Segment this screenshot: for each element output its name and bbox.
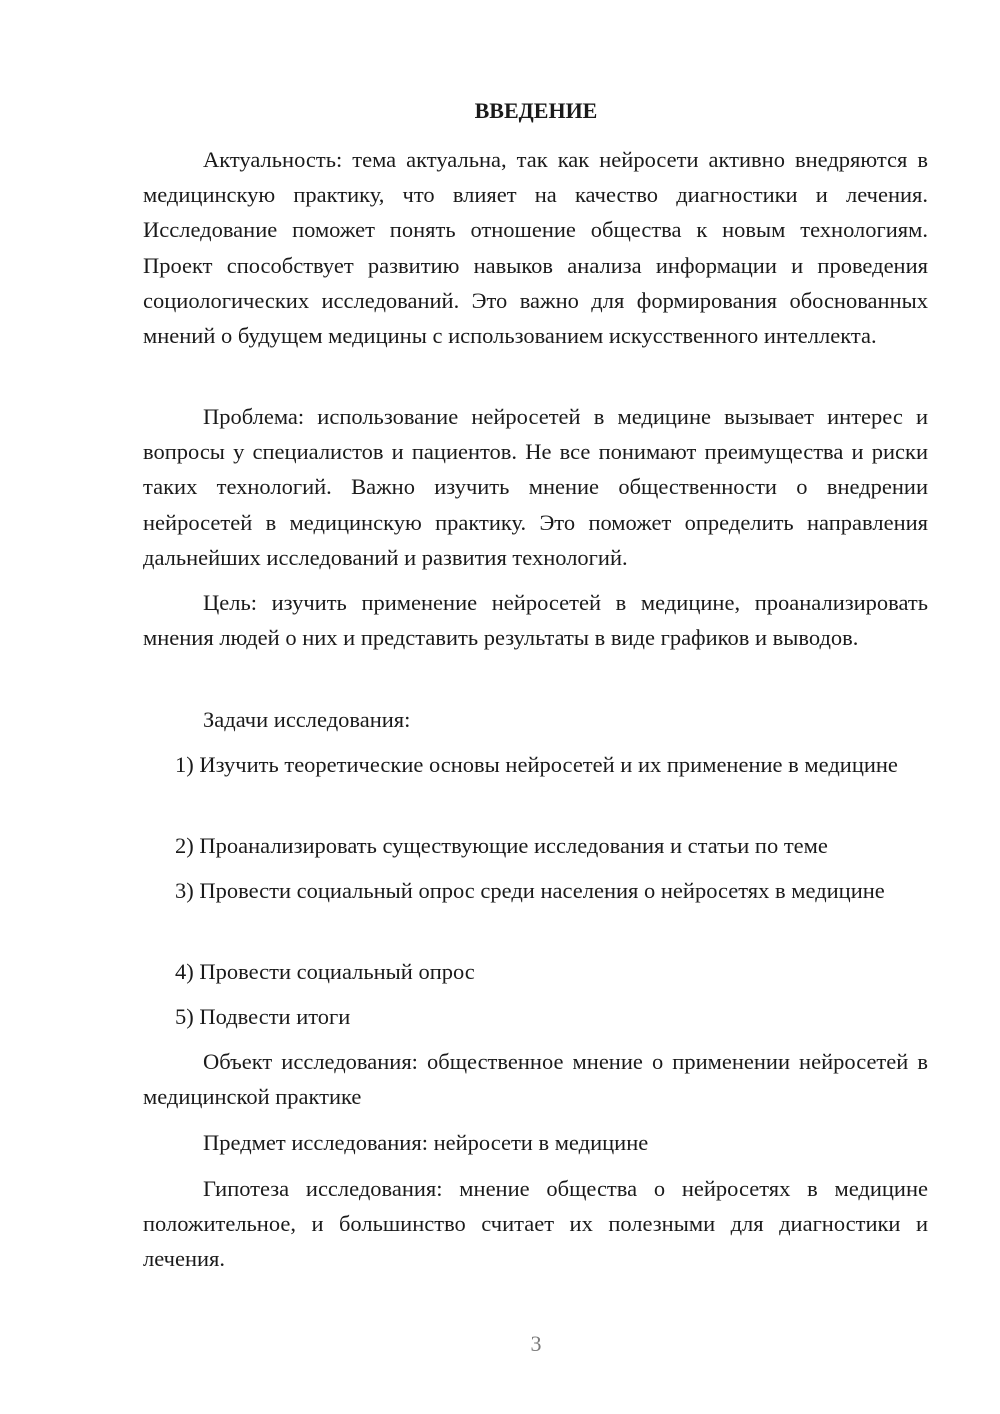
subject-paragraph: Предмет исследования: нейросети в медицине	[203, 1130, 649, 1155]
task-item-5: 5) Подвести итоги	[175, 1004, 351, 1029]
hypothesis-paragraph: Гипотеза исследования: мнение общества о нейросетях в медицине положительное, и большинство считает их полезными для диагностики и лечения.	[143, 1176, 928, 1272]
relevance-paragraph: Актуальность: тема актуальна, так как нейросети активно внедряются в медицинскую практику, что влияет на качество диагностики и лечения. Исследование поможет понять отношение общества к новым технологиям. Проект способствует развитию навыков анализа информации и проведения социологических исследований. Это важно для формирования обоснованных мнений о будущем медицины с использованием искусственного интеллекта.	[143, 147, 928, 349]
task-item-4: 4) Провести социальный опрос	[175, 959, 475, 984]
problem-paragraph: Проблема: использование нейросетей в медицине вызывает интерес и вопросы у специалистов и пациентов. Не все понимают преимущества и риски таких технологий. Важно изучить мнение общественности о внедрении нейросетей в медицинскую практику. Это поможет определить направления дальнейших исследований и развития технологий.	[143, 404, 928, 570]
object-paragraph: Объект исследования: общественное мнение о применении нейросетей в медицинской практике	[143, 1049, 928, 1110]
tasks-title: Задачи исследования:	[203, 707, 411, 732]
goal-paragraph: Цель: изучить применение нейросетей в медицине, проанализировать мнения людей о них и представить результаты в виде графиков и выводов.	[143, 590, 928, 651]
task-item-1: 1) Изучить теоретические основы нейросетей и их применение в медицине	[175, 752, 898, 777]
task-item-3: 3) Провести социальный опрос среди населения о нейросетях в медицине	[175, 878, 885, 903]
task-item-2: 2) Проанализировать существующие исследования и статьи по теме	[175, 833, 828, 858]
page-number: 3	[530, 1331, 542, 1356]
section-heading: ВВЕДЕНИЕ	[474, 98, 598, 123]
